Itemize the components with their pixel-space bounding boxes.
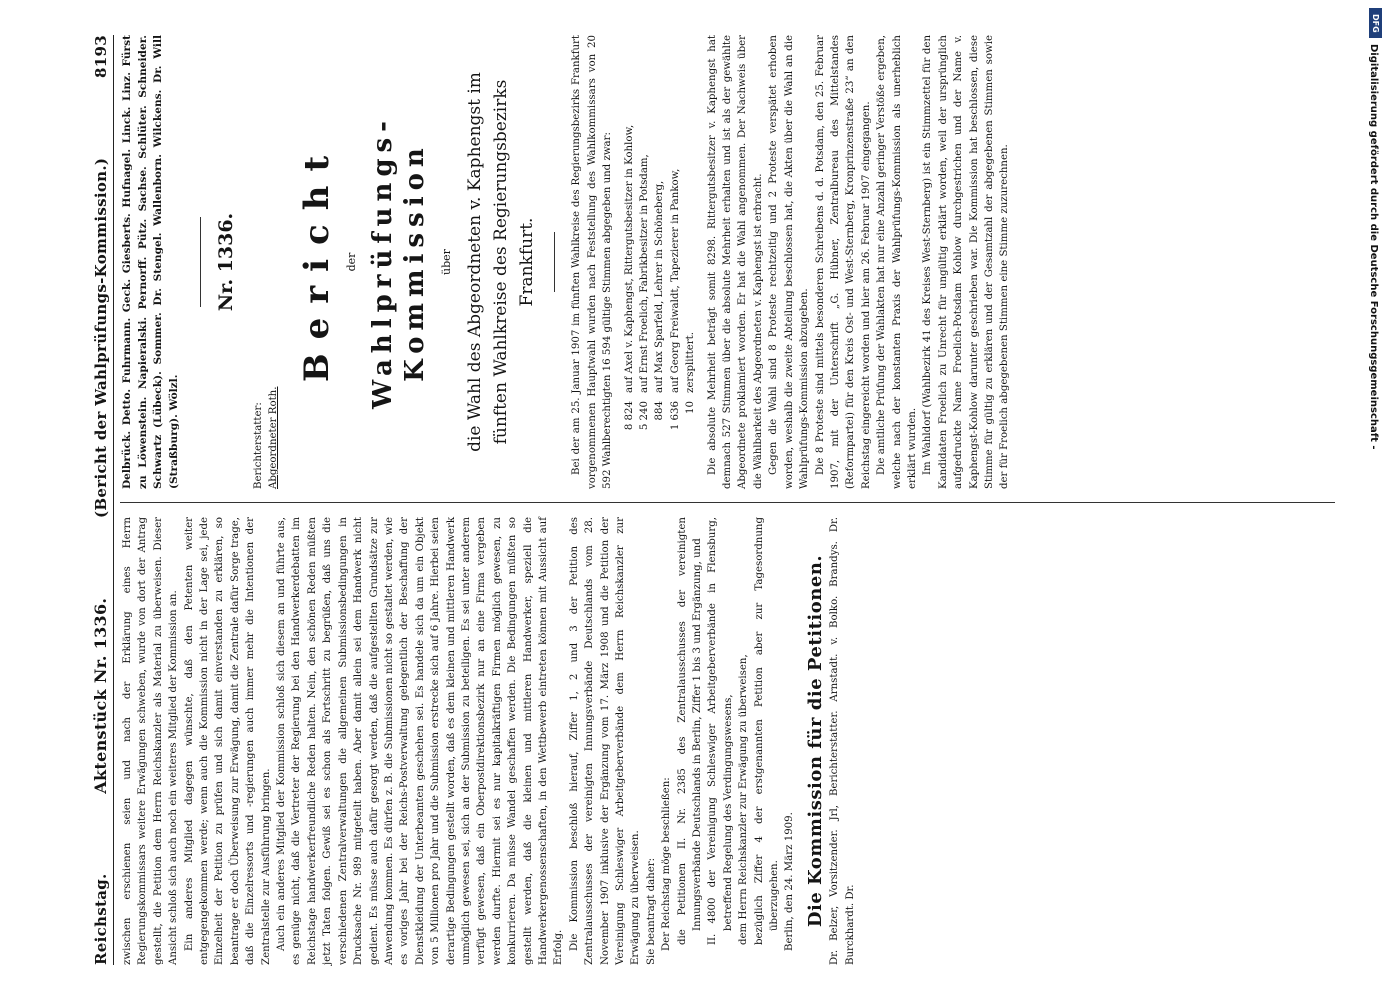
vote-row [652, 35, 667, 449]
left-column [120, 517, 1340, 965]
paragraph: Die 8 Proteste sind mittels besonderen Schreibens d. d. Potsdam, den 25. Februar 1907, mit der Unterschrift „G. Hübner, Zentralbureau des Mittelstandes (Reformpartei) für den Kreis Ost- und West-Sternberg, Kronprinzenstraße 23“ an den Reichstag eingereicht worden und hier am 26. Februar 1907 eingegangen. [814, 35, 872, 489]
antrag-item: dem Herrn Reichskanzler zur Erwägung zu überweisen, [738, 654, 750, 945]
digitization-note: Digitalisierung gefördert durch die Deutsche Forschungsgemeinschaft - [1368, 44, 1379, 450]
date-line: Berlin, den 24. März 1909. [784, 812, 796, 951]
intro-paragraph: Bei der am 25. Januar 1907 im fünften Wahlkreise des Regierungsbezirks Frankfurt vorgenommenen Hauptwahl wurden nach Feststellung des Wahlkommissars von 20 592 Wahlberechtigten 16 594 gültige Stimmen abgegeben und zwar: [571, 35, 614, 489]
paragraph: Auch ein anderes Mitglied der Kommission schloß sich diesem an und führte aus, es genüge nicht, daß die Vertreter der Regierung bei den Handwerkerdebatten im Reichstage handwerkerfreundliche Reden halten. Nein, den schönen Reden müßten jetzt Taten folgen. Gewiß sei es schon als Fortschritt zu begrüßen, daß uns die verschiedenen Zentralverwaltungen die allgemeinen Submissionsbedingungen in Drucksache Nr. 989 mitgeteilt haben. Aber damit allein sei dem Handwerk nicht gedient. Es müsse auch dafür gesorgt werden, daß die aufgestellten Grundsätze zur Anwendung kommen. Es dürfen z. B. die Submissionen nicht so gestaltet werden, wie es voriges Jahr bei der Reichs-Postverwaltung gelegentlich der Beschaffung der Dienstkleidung der Unterbeamten geschehen sei. Es handele sich da um ein Objekt von 5 Millionen pro Jahr und die Submission erstrecke sich auf 6 Jahre. Hierbei seien derartige Bedingungen gestellt worden, daß es dem kleinen und mittleren Handwerk unmöglich gewesen sei, sich an der Submission zu beteiligen. Es sei unter anderem verfügt gewesen, daß ein Oberpostdirektionsbezirk nur an eine Firma vergeben werden durfte. Hiermit sei es nur kapitalkräftigen Firmen möglich gewesen, zu konkurrieren. Da müsse Wandel geschaffen werden. Die Bedingungen müßten so gestellt werden, daß die kleinen und mittleren Handwerker, speziell die Handwerkergenossenschaften, in den Wettbewerb eintreten können mit Aussicht auf Erfolg. [276, 517, 565, 965]
vote-count: 5 240 [639, 401, 651, 431]
vote-count: 884 [654, 401, 666, 421]
separator-rule [554, 232, 555, 292]
vote-text: auf Max Sparfeld, Lehrer in Schöneberg, [654, 180, 666, 393]
antrag-line: Der Reichstag möge beschließen: [661, 777, 673, 951]
vote-row [668, 35, 683, 449]
commission-title: Die Kommission für die Petitionen. [804, 554, 826, 928]
signature-line: Dr. Belzer, Vorsitzender. Jrl, Berichterstatter. Arnstadt. v. Bolko. Brandys. Dr. Burckhardt. Dr. [829, 517, 856, 965]
column-divider [120, 502, 1335, 503]
berichterstatter-label: Berichterstatter: [252, 402, 264, 489]
dfg-logo: DFG [1369, 8, 1382, 38]
paragraph: Die absolute Mehrheit beträgt somit 8298. Rittergutsbesitzer v. Kaphengst hat demnach 527 Stimmen über die absolute Mehrheit erhalten und ist als der gewählte Abgeordnete proklamiert worden. Er hat die Wahl angenommen. Der Nachweis über die Wählbarkeit des Abgeordneten v. Kaphengst ist erbracht. [706, 35, 764, 489]
commission-heading: Wahlprüfungs-Kommission [368, 115, 430, 409]
paragraph: zwischen erschienen seien und nach der Erklärung eines Herrn Regierungskommissars weitere Erwägungen schweben, wurde von dort der Antrag gestellt, die Petition dem Herrn Reichskanzler als Material zu überweisen. Dieser Ansicht schloß sich auch noch ein weiteres Mitglied der Kommission an. [122, 517, 180, 965]
vote-row [683, 35, 698, 449]
report-heading: Bericht [296, 141, 337, 383]
report-subject: die Wahl des Abgeordneten v. Kaphengst im fünften Wahlkreise des Regierungsbezirks Frankfurt. [465, 72, 538, 452]
member-list: Delbrück. Detto. Fuhrmann. Geck. Giesberts. Hufnagel. Linck. Linz. Fürst zu Löwenstein. Napieralski. Pernorff. Pütz. Sachse. Schlüter. Schneider. Schwartz (Lübeck). Sommer. Dr. Stengel. Wallenborn. Wilckens. Dr. Will (Straßburg). Wölzl. [121, 35, 180, 489]
ueber-label: über [440, 249, 453, 275]
antrag-intro: Sie beantragt daher: [645, 857, 657, 965]
vote-list [622, 35, 699, 449]
vote-text: auf Axel v. Kaphengst, Rittergutsbesitzer in Kohlow, [623, 124, 635, 393]
paragraph: Im Wahldorf (Wahlbezirk 41 des Kreises West-Sternberg) ist ein Stimmzettel für den Kandidaten Froelich zu Unrecht für ungültig erklärt worden, weil der ursprünglich aufgedruckte Name Froelich-Potsdam Kohlow durchgestrichen und der Name v. Kaphengst-Kohlow darunter geschrieben war. Die Kommission hat beschlossen, diese Stimme für gültig zu erklären und der Gesamtzahl der abgegebenen Stimmen sowie der für Froelich abgegebenen Stimmen eine Stimme zuzurechnen. [922, 35, 1011, 489]
paragraph: Die Kommission beschloß hierauf, Ziffer 1, 2 und 3 der Petition des Zentralausschusses der vereinigten Innungsverbände Deutschlands vom 28. November 1907 inklusive der Ergänzung vom 17. März 1908 und die Petition der Vereinigung Schleswiger Arbeitgeberverbände dem Herrn Reichskanzler zur Erwägung zu überweisen. [568, 517, 642, 965]
document-number: Nr. 1336. [215, 212, 238, 312]
vote-row [622, 35, 637, 449]
right-column [120, 35, 1340, 489]
antrag-item: II. 4800 der Vereinigung Schleswiger Arbeitgeberverbände in Flensburg, betreffend Regelung des Verdingungswesens, [707, 517, 734, 945]
header-aktenstueck: Aktenstück Nr. 1336. [91, 597, 110, 794]
page-header [76, 35, 114, 965]
header-reichstag: Reichstag. [92, 873, 110, 965]
vote-row [637, 35, 652, 449]
berichterstatter-name: Abgeordneter Roth. [268, 386, 280, 489]
separator-rule [200, 217, 201, 307]
header-report-title: (Bericht der Wahlprüfungs-Kommission.) [92, 157, 110, 518]
vote-count: 10 [685, 401, 697, 414]
antrag-item: die Petitionen II. Nr. 2385 des Zentralausschusses der vereinigten Innungsverbände Deutschlands in Berlin, Ziffer 1 bis 3 und Ergänzung, und [676, 517, 704, 945]
vote-count: 1 636 [669, 401, 681, 431]
antrag-item: bezüglich Ziffer 4 der erstgenannten Petition aber zur Tagesordnung überzugehen. [753, 517, 781, 945]
der-label: der [344, 252, 358, 272]
vote-text: auf Georg Freiwaldt, Tapezierer in Pankow, [669, 168, 681, 393]
rotated-document-page [76, 35, 1346, 965]
vote-text: zersplittert. [685, 332, 697, 393]
paragraph: Ein anderes Mitglied dagegen wünschte, daß den Petenten weiter entgegengekommen werde; wenn auch die Kommission nicht in der Lage sei, jede Einzelheit der Petition zu prüfen und sich damit einverstanden zu erklären, so beantrage er doch Überweisung zur Erwägung, damit die Zentrale dafür Sorge trage, daß die Einzelressorts und -regierungen auch immer mehr die Intentionen der Zentralstelle zur Ausführung bringen. [183, 517, 272, 965]
paragraph: Die amtliche Prüfung der Wahlakten hat nur eine Anzahl geringer Verstöße ergeben, welche nach der konstanten Praxis der Wahlprüfungs-Kommission als unerheblich erklärt wurden. [876, 35, 918, 489]
vote-text: auf Ernst Froelich, Fabrikbesitzer in Potsdam, [639, 154, 651, 393]
page-number: 8193 [92, 35, 110, 78]
vote-count: 8 824 [623, 401, 635, 431]
paragraph: Gegen die Wahl sind 8 Proteste rechtzeitig und 2 Proteste verspätet erhoben worden, weshalb die zweite Abteilung beschlossen hat, die Akten über die Wahl an die Wahlprüfungs-Kommission abzugeben. [768, 35, 811, 489]
